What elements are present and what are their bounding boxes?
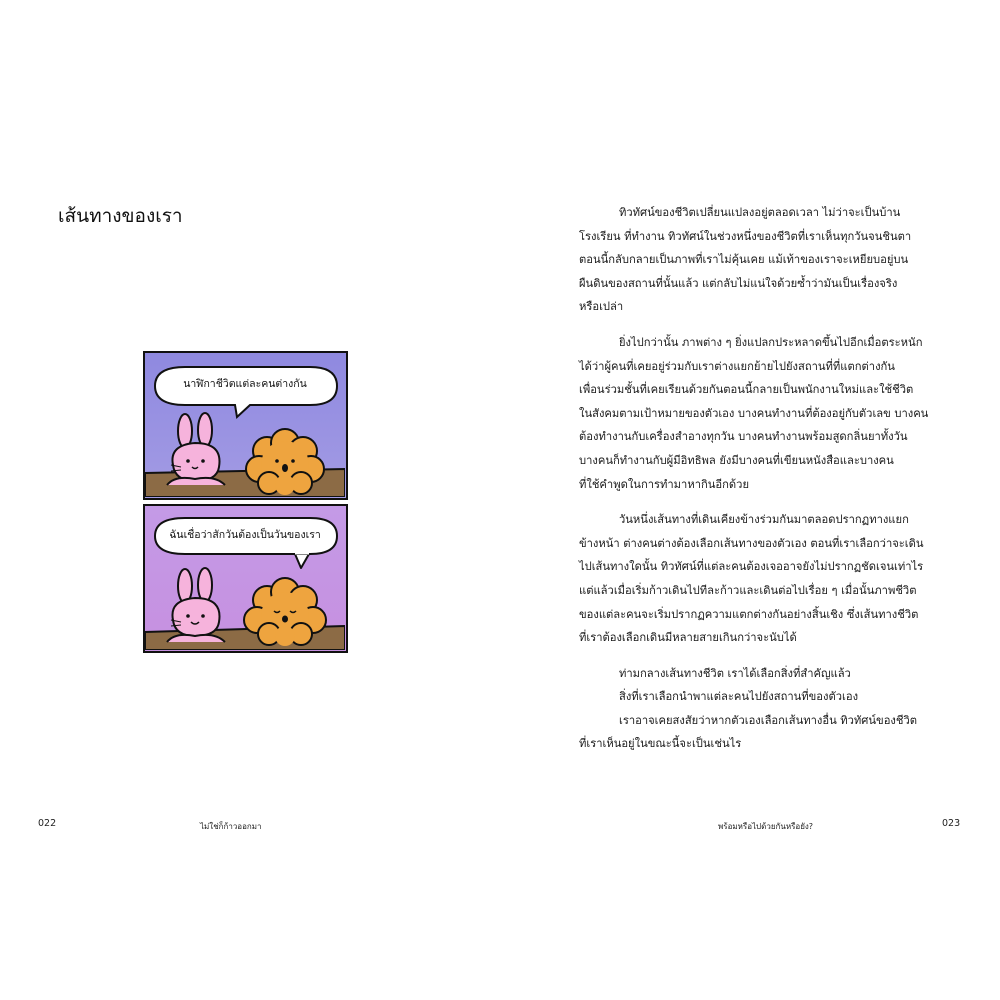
text-line: ผืนดินของสถานที่นั้นแล้ว แต่กลับไม่แน่ใจด้วยซ้ำว่ามันเป็นเรื่องจริง: [579, 276, 898, 290]
text-line: หรือเปล่า: [579, 300, 624, 314]
text-line: ท่ามกลางเส้นทางชีวิต เราได้เลือกสิ่งที่สำคัญแล้ว: [619, 666, 851, 680]
page-number-right: 023: [942, 818, 961, 829]
rabbit-head: [172, 598, 219, 636]
text-line: ยิ่งไปกว่านั้น ภาพต่าง ๆ ยิ่งแปลกประหลาดขึ้นไปอีกเมื่อตระหนัก: [619, 335, 923, 349]
text-line: แต่แล้วเมื่อเริ่มก้าวเดินไปทีละก้าวและเดินต่อไปเรื่อย ๆ เมื่อนั้นภาพชีวิต: [579, 583, 917, 597]
text-line: บางคนก็ทำงานกับผู้มีอิทธิพล ยังมีบางคนที่เขียนหนังสือและบางคน: [579, 453, 894, 467]
footer-chapter-title: พร้อมหรือไปด้วยกันหรือยัง?: [718, 822, 814, 831]
text-line: วันหนึ่งเส้นทางที่เดินเคียงข้างร่วมกันมาตลอดปรากฏทางแยก: [619, 513, 909, 527]
text-line: ได้ว่าผู้คนที่เคยอยู่ร่วมกับเราต่างแยกย้ายไปยังสถานที่ที่แตกต่างกัน: [579, 359, 895, 373]
text-line: ตอนนี้กลับกลายเป็นภาพที่เราไม่คุ้นเคย แม้เท้าของเราจะเหยียบอยู่บน: [579, 253, 909, 267]
comic-panel-2: [143, 504, 348, 653]
paragraph-3: [579, 508, 943, 650]
text-line: สิ่งที่เราเลือกนำพาแต่ละคนไปยังสถานที่ของตัวเอง: [619, 690, 859, 704]
paragraph-4: [579, 662, 943, 756]
comic-illustration: [143, 351, 348, 653]
text-line: ในสังคมตามเป้าหมายของตัวเอง บางคนทำงานที่ต้องอยู่กับตัวเลข บางคน: [579, 406, 929, 420]
speech-bubble-text: ฉันเชื่อว่าสักวันต้องเป็นวันของเรา: [169, 529, 321, 541]
dog-character: [246, 429, 324, 495]
text-line: ของแต่ละคนจะเริ่มปรากฏความแตกต่างกันอย่างสิ้นเชิง ซึ่งเส้นทางชีวิต: [579, 607, 919, 621]
rabbit-ear: [198, 413, 212, 447]
text-line: ที่ใช้คำพูดในการทำมาหากินอีกด้วย: [579, 477, 749, 491]
text-line: ต้องทำงานกับเครื่องสำอางทุกวัน บางคนทำงานพร้อมสูดกลิ่นยาทั้งวัน: [579, 430, 908, 444]
text-line: เราอาจเคยสงสัยว่าหากตัวเองเลือกเส้นทางอื่น ทิวทัศน์ของชีวิต: [619, 713, 918, 727]
text-line: ข้างหน้า ต่างคนต่างต้องเลือกเส้นทางของตัวเอง ตอนที่เราเลือกว่าจะเดิน: [579, 536, 924, 550]
speech-bubble-text: นาฬิกาชีวิตแต่ละคนต่างกัน: [183, 378, 307, 390]
footer-book-title: ไม่ใช่ก็ก้าวออกมา: [200, 822, 262, 831]
comic-panel-1: [143, 351, 348, 500]
rabbit-ear: [198, 568, 212, 602]
paragraph-1: [579, 201, 943, 319]
text-line: โรงเรียน ที่ทำงาน ทิวทัศน์ในช่วงหนึ่งของชีวิตที่เราเห็นทุกวันจนชินตา: [579, 229, 912, 243]
text-line: เพื่อนร่วมชั้นที่เคยเรียนด้วยกันตอนนี้กลายเป็นพนักงานใหม่และใช้ชีวิต: [579, 383, 914, 397]
text-line: ไปเส้นทางใดนั้น ทิวทัศน์ที่แต่ละคนต้องเจออาจยังไม่ปรากฏชัดเจนเท่าไร: [579, 560, 924, 574]
rabbit-head: [172, 443, 219, 481]
text-line: ทิวทัศน์ของชีวิตเปลี่ยนแปลงอยู่ตลอดเวลา ไม่ว่าจะเป็นบ้าน: [619, 206, 901, 219]
text-line: ที่เราต้องเลือกเดินมีหลายสายเกินกว่าจะนับได้: [579, 631, 797, 645]
body-text: [579, 201, 943, 768]
page-number-left: 022: [38, 818, 57, 829]
text-line: ที่เราเห็นอยู่ในขณะนี้จะเป็นเช่นไร: [579, 737, 742, 751]
paragraph-2: [579, 331, 943, 496]
chapter-title: เส้นทางของเรา: [58, 205, 183, 227]
